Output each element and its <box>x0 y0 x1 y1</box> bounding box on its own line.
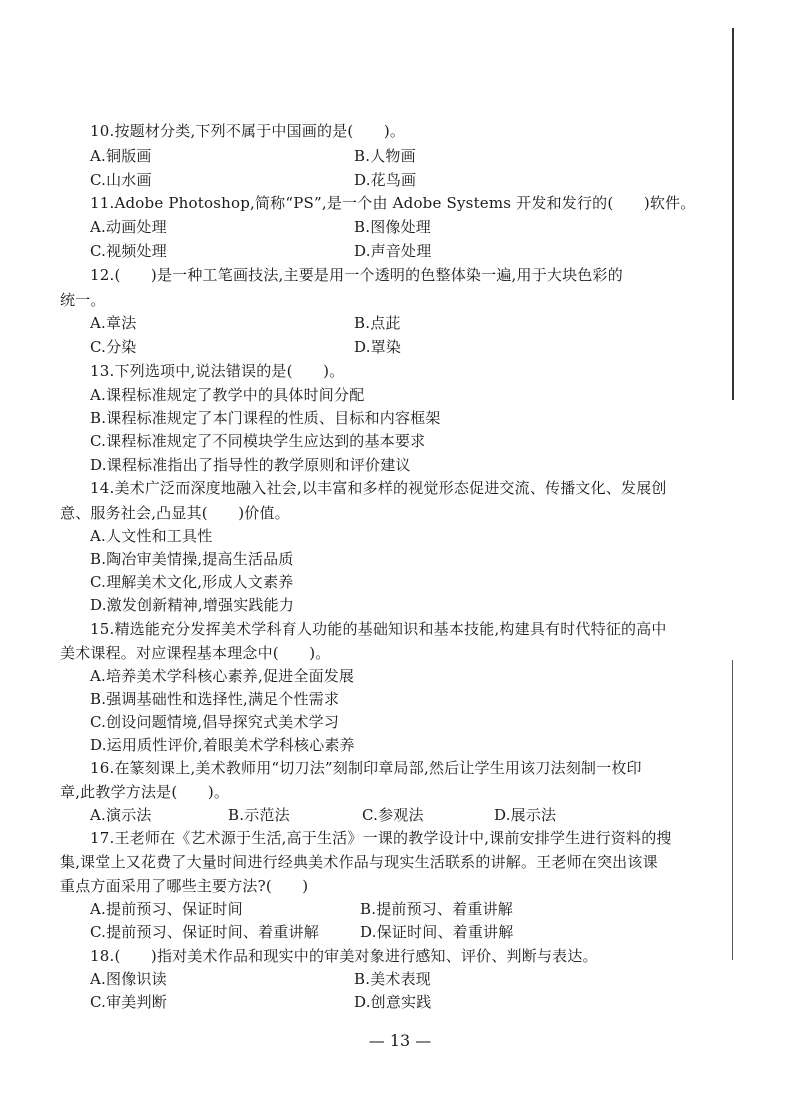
question-13-option-d: D.课程标准指出了指导性的教学原则和评价建议 <box>90 456 411 474</box>
question-12-stem-cont: 统一。 <box>60 291 106 309</box>
question-16-option-a: A.演示法 <box>90 806 152 824</box>
question-17-stem: 17.王老师在《艺术源于生活,高于生活》一课的教学设计中,课前安排学生进行资料的搜 <box>90 829 672 847</box>
question-10-option-a: A.铜版画 <box>90 147 152 165</box>
question-14-stem-cont: 意、服务社会,凸显其( )价值。 <box>60 504 290 522</box>
question-11-option-a: A.动画处理 <box>90 218 167 236</box>
question-18-option-b: B.美术表现 <box>354 970 431 988</box>
question-16-stem: 16.在篆刻课上,美术教师用“切刀法”刻制印章局部,然后让学生用该刀法刻制一枚印 <box>90 759 642 777</box>
question-18-option-a: A.图像识读 <box>90 970 167 988</box>
question-15-stem-cont: 美术课程。对应课程基本理念中( )。 <box>60 644 331 662</box>
question-10-stem: 10.按题材分类,下列不属于中国画的是( )。 <box>90 122 406 140</box>
question-17-option-c: C.提前预习、保证时间、着重讲解 <box>90 923 319 941</box>
question-14-option-b: B.陶冶审美情操,提高生活品质 <box>90 550 294 568</box>
question-16-option-c: C.参观法 <box>362 806 424 824</box>
question-12-option-a: A.章法 <box>90 314 137 332</box>
scan-edge-line-lower <box>732 660 733 960</box>
question-17-stem-cont-2: 重点方面采用了哪些主要方法?( ) <box>60 877 309 895</box>
question-12-option-c: C.分染 <box>90 338 137 356</box>
question-18-option-c: C.审美判断 <box>90 993 167 1011</box>
question-18-stem: 18.( )指对美术作品和现实中的审美对象进行感知、评价、判断与表达。 <box>90 947 598 965</box>
question-12-stem: 12.( )是一种工笔画技法,主要是用一个透明的色整体染一遍,用于大块色彩的 <box>90 266 623 284</box>
question-13-option-c: C.课程标准规定了不同模块学生应达到的基本要求 <box>90 432 426 450</box>
question-17-stem-cont: 集,课堂上又花费了大量时间进行经典美术作品与现实生活联系的讲解。王老师在突出该课 <box>60 853 658 871</box>
question-15-option-c: C.创设问题情境,倡导探究式美术学习 <box>90 713 340 731</box>
question-16-stem-cont: 章,此教学方法是( )。 <box>60 783 230 801</box>
question-15-stem: 15.精选能充分发挥美术学科育人功能的基础知识和基本技能,构建具有时代特征的高中 <box>90 620 667 638</box>
scan-edge-line <box>732 28 734 400</box>
question-11-stem: 11.Adobe Photoshop,简称“PS”,是一个由 Adobe Systems 开发和发行的( )软件。 <box>90 194 696 212</box>
question-12-option-b: B.点茈 <box>354 314 401 332</box>
question-13-stem: 13.下列选项中,说法错误的是( )。 <box>90 362 345 380</box>
question-13-option-b: B.课程标准规定了本门课程的性质、目标和内容框架 <box>90 409 441 427</box>
question-17-option-b: B.提前预习、着重讲解 <box>360 900 513 918</box>
question-14-option-c: C.理解美术文化,形成人文素养 <box>90 573 294 591</box>
question-15-option-d: D.运用质性评价,着眼美术学科核心素养 <box>90 736 355 754</box>
page-number: — 13 — <box>368 1031 432 1050</box>
question-10-option-b: B.人物画 <box>354 147 416 165</box>
question-11-option-d: D.声音处理 <box>354 242 432 260</box>
question-16-option-b: B.示范法 <box>228 806 290 824</box>
question-12-option-d: D.罩染 <box>354 338 402 356</box>
question-17-option-d: D.保证时间、着重讲解 <box>360 923 514 941</box>
question-17-option-a: A.提前预习、保证时间 <box>90 900 243 918</box>
question-11-option-c: C.视频处理 <box>90 242 167 260</box>
question-14-option-d: D.激发创新精神,增强实践能力 <box>90 596 295 614</box>
question-14-stem: 14.美术广泛而深度地融入社会,以丰富和多样的视觉形态促进交流、传播文化、发展创 <box>90 479 667 497</box>
question-11-option-b: B.图像处理 <box>354 218 431 236</box>
question-10-option-d: D.花鸟画 <box>354 171 417 189</box>
question-15-option-b: B.强调基础性和选择性,满足个性需求 <box>90 690 340 708</box>
question-16-option-d: D.展示法 <box>494 806 557 824</box>
question-14-option-a: A.人文性和工具性 <box>90 527 213 545</box>
question-18-option-d: D.创意实践 <box>354 993 432 1011</box>
question-15-option-a: A.培养美术学科核心素养,促进全面发展 <box>90 667 355 685</box>
question-13-option-a: A.课程标准规定了教学中的具体时间分配 <box>90 386 365 404</box>
question-10-option-c: C.山水画 <box>90 171 152 189</box>
